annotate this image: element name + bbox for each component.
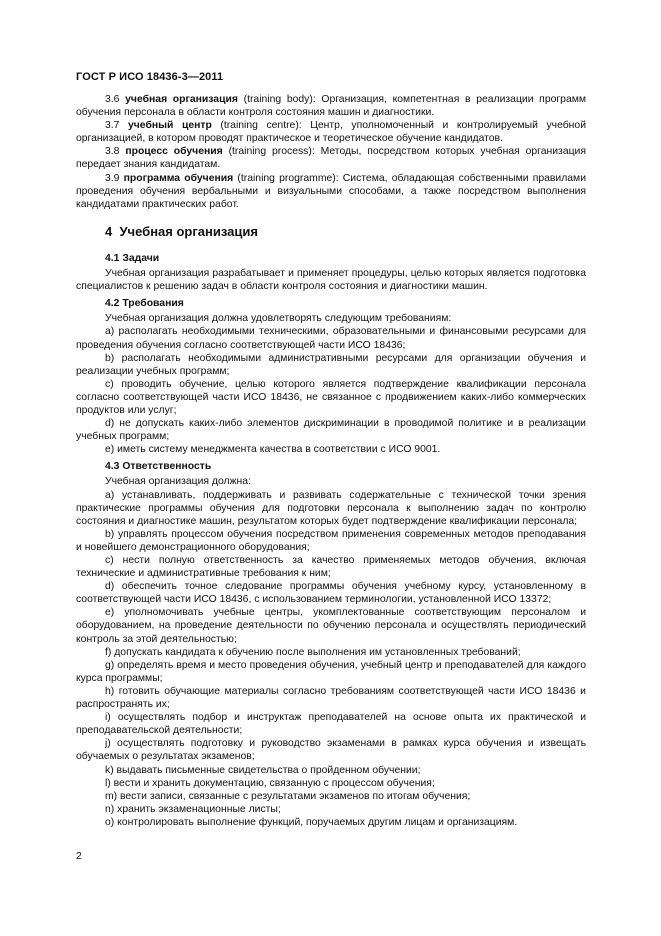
definition-3-6: 3.6 учебная организация (training body): Организация, компетентная в реализации программ обучения персонала в области контроля состояния машин и диагностики. <box>76 94 587 119</box>
list-item: e) иметь систему менеджмента качества в соответствии с ИСО 9001. <box>105 444 441 456</box>
list-item: g) определять время и место проведения обучения, учебный центр и преподавателей для каждого курса программы; <box>76 659 586 684</box>
list-item: m) вести записи, связанные с результатами экзаменов по итогам обучения; <box>105 790 471 802</box>
list-item: k) выдавать письменные свидетельства о пройденном обучении; <box>105 764 421 776</box>
list-item: c) проводить обучение, целью которого является подтверждение квалификации персонала согласно соответствующей части ИСО 18436, не связанное с продвижением каких-либо коммерческих продуктов или услуг; <box>76 378 586 416</box>
list-item: e) уполномочивать учебные центры, укомплектованные соответствующим персоналом и оборудованием, на проведение деятельности по обучению персонала и осуществлять периодический контроль за этой деятельностью; <box>76 607 586 645</box>
paragraph-4-1: Учебная организация разрабатывает и применяет процедуры, целью которых является подготовка специалистов к решению задач в области контроля состояния и диагностики машин. <box>76 268 586 293</box>
definition-term: программа обучения <box>123 172 234 184</box>
subsection-heading-4-3: 4.3 Ответственность <box>105 461 212 473</box>
list-item: j) осуществлять подготовку и руководство экзаменами в рамках курса обучения и извещать обучаемых о результатах экзаменов; <box>76 738 586 763</box>
definition-term: процесс обучения <box>125 146 223 158</box>
list-item: l) вести и хранить документацию, связанную с процессом обучения; <box>105 777 435 789</box>
list-item: d) обеспечить точное следование программы обучения учебному курсу, установленному в соответствующей части ИСО 18436, с использованием терминологии, установленной ИСО 13372; <box>76 581 586 606</box>
list-item: a) располагать необходимыми техническими, образовательными и финансовыми ресурсами для проведения обучения согласно соответствующей части ИСО 18436; <box>76 326 586 351</box>
list-item: a) устанавливать, поддерживать и развивать содержательные с технической точки зрения практические программы обучения для подготовки персонала к выполнению задач по контролю состояния и диагностике машин, результатом которых будет подтверждение квалификации персонала; <box>76 489 586 527</box>
document-header: ГОСТ Р ИСО 18436-3—2011 <box>76 71 224 83</box>
list-item: h) готовить обучающие материалы согласно требованиям соответствующей части ИСО 18436 и распространять их; <box>76 685 586 711</box>
list-item: o) контролировать выполнение функций, поручаемых другим лицам и организациям. <box>105 816 518 828</box>
subsection-heading-4-1: 4.1 Задачи <box>105 252 160 264</box>
list-item: b) располагать необходимыми административными ресурсами для организации обучения и реализации учебных программ; <box>76 352 586 377</box>
definition-term: учебный центр <box>128 120 212 132</box>
list-item: n) хранить экзаменационные листы; <box>105 803 281 815</box>
list-item: b) управлять процессом обучения посредством применения современных методов преподавания и новейшего демонстрационного оборудования; <box>76 528 586 553</box>
definition-term: учебная организация <box>125 94 238 105</box>
list-item: c) нести полную ответственность за качество применяемых методов обучения, включая технические и административные требования к ним; <box>76 555 586 580</box>
paragraph-4-2-intro: Учебная организация должна удовлетворять следующим требованиям: <box>105 313 452 325</box>
list-item: d) не допускать каких-либо элементов дискриминации в проводимой политике и в реализации учебных программ; <box>76 418 586 443</box>
definition-3-7: 3.7 учебный центр (training centre): Центр, уполномоченный и контролируемый учебной организацией, в котором проводят практическое и теоретическое обучение кандидатов. <box>76 120 586 145</box>
document-body <box>76 93 586 829</box>
paragraph-4-3-intro: Учебная организация должна: <box>105 476 251 488</box>
list-item: i) осуществлять подбор и инструктаж преподавателей на основе опыта их практической и преподавательской деятельности; <box>76 712 586 737</box>
list-item: f) допускать кандидата к обучению после выполнения им установленных требований; <box>105 646 521 658</box>
page-number: 2 <box>76 851 82 862</box>
section-heading: 4 Учебная организация <box>105 223 258 239</box>
subsection-heading-4-2: 4.2 Требования <box>105 298 184 310</box>
definition-3-8: 3.8 процесс обучения (training process): Методы, посредством которых учебная организация передает знания кандидатам. <box>76 146 586 171</box>
definition-3-9: 3.9 программа обучения (training programme): Система, обладающая собственными правилами проведения обучения вербальными и визуальными способами, а также посредством выполнения кандидатами практических работ. <box>76 172 587 210</box>
